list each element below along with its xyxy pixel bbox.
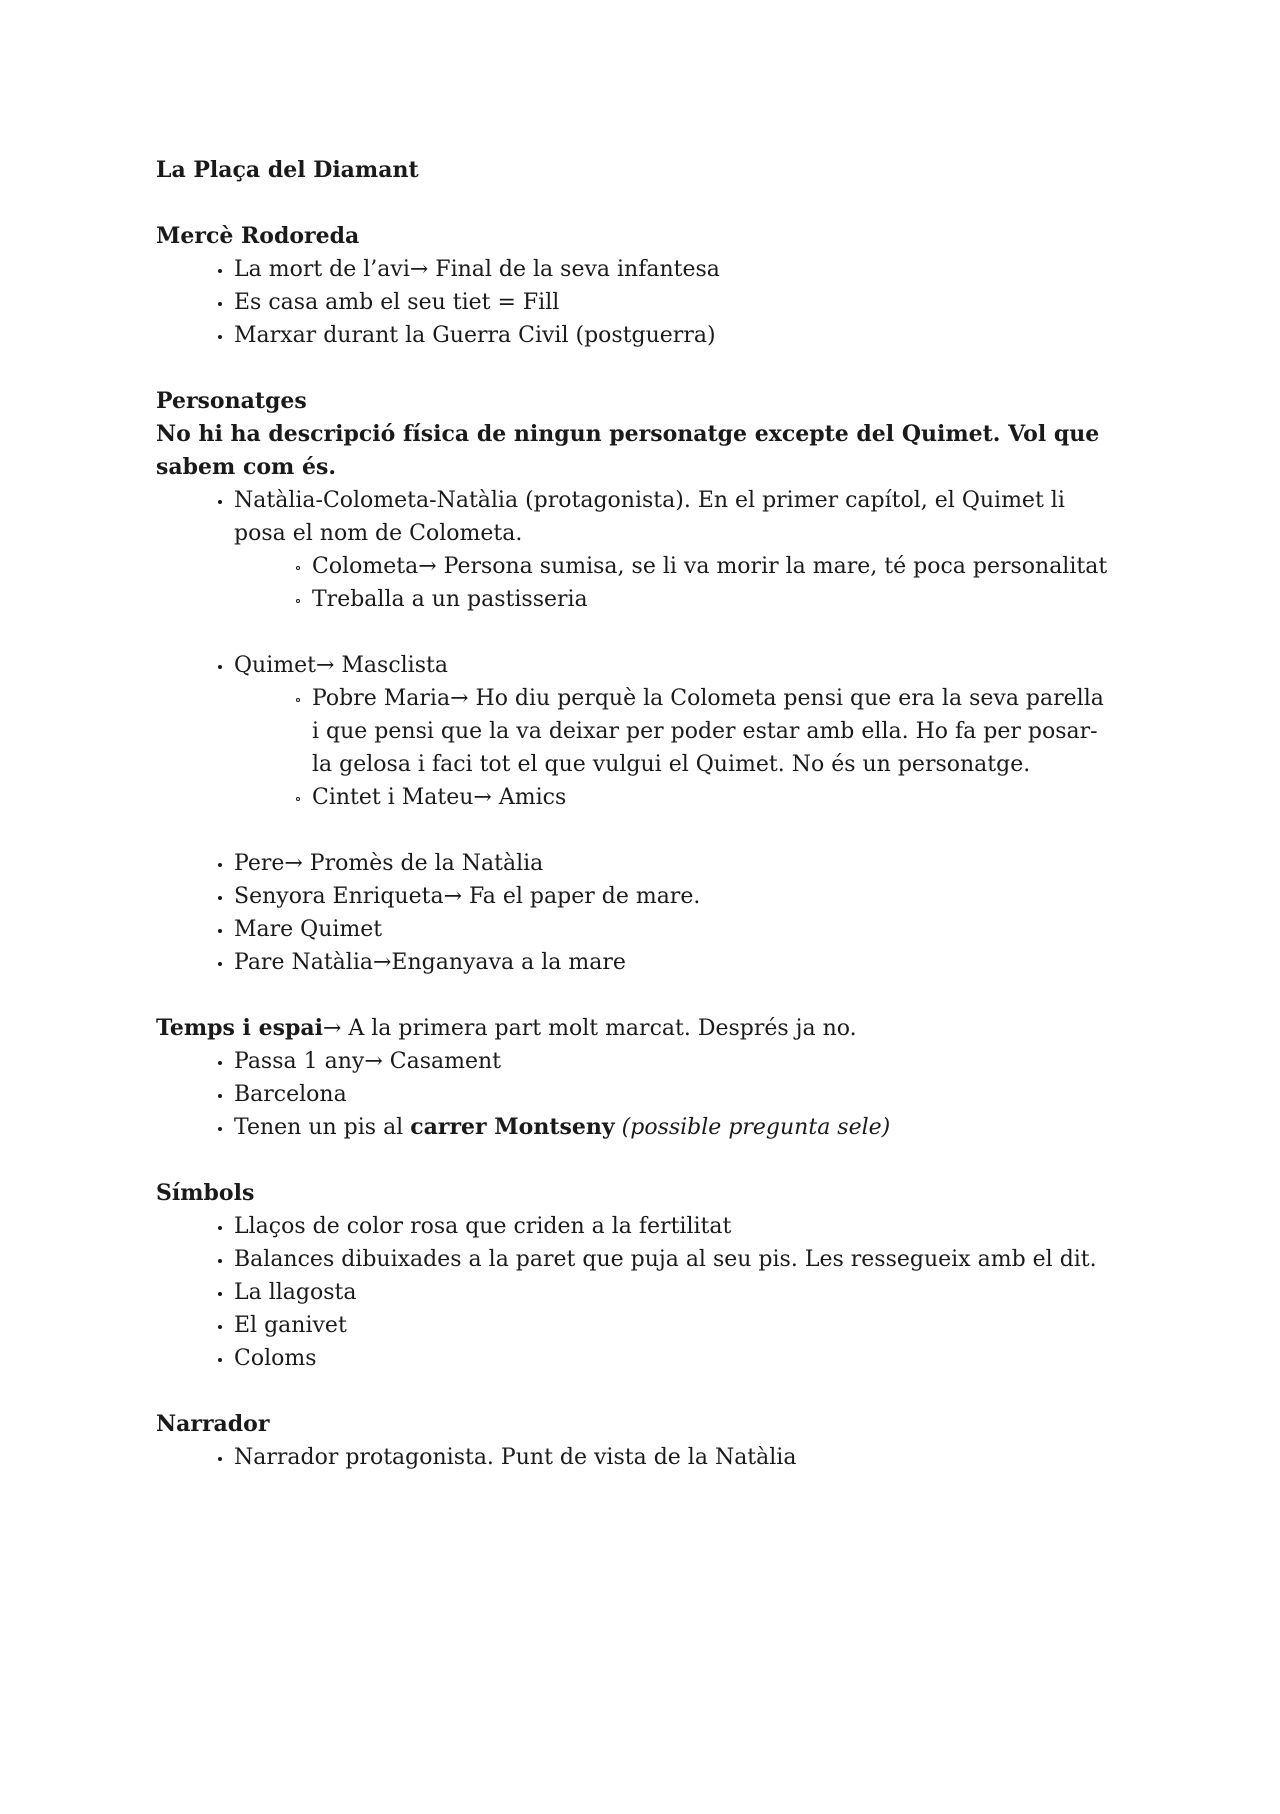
list-item: Pare Natàlia→Enganyava a la mare: [156, 946, 1116, 979]
quimet-text: Quimet→ Masclista: [234, 653, 448, 678]
list-item: Marxar durant la Guerra Civil (postguerra): [156, 319, 1116, 352]
characters-list: [156, 484, 1116, 616]
quimet-sublist: [156, 682, 1116, 814]
symbols-list: [156, 1210, 1116, 1375]
list-item: El ganivet: [156, 1309, 1116, 1342]
list-item-natalia: [156, 484, 1116, 616]
list-item: La llagosta: [156, 1276, 1116, 1309]
list-item: Mare Quimet: [156, 913, 1116, 946]
list-item-street: [156, 1111, 1116, 1144]
street-prefix: Tenen un pis al: [234, 1115, 411, 1140]
list-item: Narrador protagonista. Punt de vista de la Natàlia: [156, 1441, 1116, 1474]
sublist-item: Cintet i Mateu→ Amics: [156, 781, 1116, 814]
natalia-text: Natàlia-Colometa-Natàlia (protagonista). En el primer capítol, el Quimet li posa el nom de Colometa.: [234, 488, 1065, 546]
street-name: carrer Montseny: [410, 1114, 615, 1140]
list-item: Barcelona: [156, 1078, 1116, 1111]
characters-list-others: [156, 847, 1116, 979]
document-body: [156, 154, 1116, 1474]
list-item: Senyora Enriqueta→ Fa el paper de mare.: [156, 880, 1116, 913]
list-item: Balances dibuixades a la paret que puja al seu pis. Les ressegueix amb el dit.: [156, 1243, 1116, 1276]
list-item: Passa 1 any→ Casament: [156, 1045, 1116, 1078]
document-title: La Plaça del Diamant: [156, 157, 419, 183]
symbols-heading: Símbols: [156, 1180, 255, 1206]
street-note: (possible pregunta sele): [621, 1115, 891, 1140]
narrator-heading: Narrador: [156, 1411, 270, 1437]
time-space-line: [156, 1012, 1116, 1045]
time-space-intro: → A la primera part molt marcat. Després ja no.: [322, 1016, 857, 1041]
characters-note: No hi ha descripció física de ningun personatge excepte del Quimet. Vol que sabem com és.: [156, 421, 1100, 480]
sublist-item: Colometa→ Persona sumisa, se li va morir la mare, té poca personalitat: [156, 550, 1116, 583]
author-list: [156, 253, 1116, 352]
sublist-item: Pobre Maria→ Ho diu perquè la Colometa pensi que era la seva parella i que pensi que la va deixar per poder estar amb ella. Ho fa per posar-la gelosa i faci tot el que vulgui el Quimet. No és un personatge.: [156, 682, 1116, 781]
list-item: Coloms: [156, 1342, 1116, 1375]
narrator-list: [156, 1441, 1116, 1474]
list-item-quimet: [156, 649, 1116, 814]
natalia-sublist: [156, 550, 1116, 616]
characters-heading: Personatges: [156, 388, 307, 414]
time-space-list: [156, 1045, 1116, 1144]
list-item: Pere→ Promès de la Natàlia: [156, 847, 1116, 880]
time-space-heading: Temps i espai: [156, 1015, 323, 1041]
list-item: Es casa amb el seu tiet = Fill: [156, 286, 1116, 319]
characters-list-quimet: [156, 649, 1116, 814]
sublist-item: Treballa a un pastisseria: [156, 583, 1116, 616]
list-item: Llaços de color rosa que criden a la fertilitat: [156, 1210, 1116, 1243]
list-item: La mort de l’avi→ Final de la seva infantesa: [156, 253, 1116, 286]
author-heading: Mercè Rodoreda: [156, 223, 360, 249]
